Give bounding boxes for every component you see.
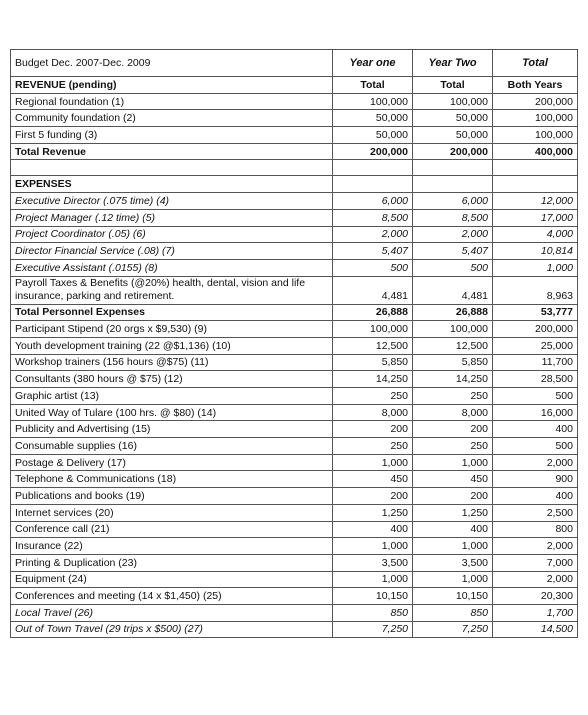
- row-label: Postage & Delivery (17): [11, 454, 333, 471]
- year-two-value: [413, 176, 493, 193]
- table-row: [11, 354, 578, 371]
- year-two-value: Total: [413, 77, 493, 94]
- row-label: Conferences and meeting (14 x $1,450) (25): [11, 588, 333, 605]
- total-value: 16,000: [493, 404, 578, 421]
- budget-table: [10, 49, 578, 638]
- total-value: 53,777: [493, 304, 578, 321]
- total-value: 28,500: [493, 371, 578, 388]
- year-one-value: 50,000: [333, 110, 413, 127]
- column-header-year-one: Year one: [333, 50, 413, 77]
- table-row: [11, 160, 578, 176]
- year-two-value: 1,250: [413, 504, 493, 521]
- table-row: [11, 337, 578, 354]
- total-value: 1,000: [493, 259, 578, 276]
- row-label: United Way of Tulare (100 hrs. @ $80) (14): [11, 404, 333, 421]
- year-two-value: 50,000: [413, 127, 493, 144]
- year-one-value: 26,888: [333, 304, 413, 321]
- year-two-value: 12,500: [413, 337, 493, 354]
- total-value: 7,000: [493, 554, 578, 571]
- table-row: [11, 77, 578, 94]
- table-row: [11, 127, 578, 144]
- table-row: [11, 209, 578, 226]
- year-two-value: 100,000: [413, 321, 493, 338]
- table-row: [11, 321, 578, 338]
- year-one-value: [333, 176, 413, 193]
- table-row: [11, 488, 578, 505]
- year-two-value: 8,500: [413, 209, 493, 226]
- year-one-value: 1,000: [333, 571, 413, 588]
- year-one-value: 850: [333, 604, 413, 621]
- total-value: 100,000: [493, 110, 578, 127]
- year-one-value: 200: [333, 488, 413, 505]
- year-one-value: 12,500: [333, 337, 413, 354]
- table-row: [11, 388, 578, 405]
- total-value: 25,000: [493, 337, 578, 354]
- table-row: [11, 454, 578, 471]
- total-value: 4,000: [493, 226, 578, 243]
- year-one-value: 450: [333, 471, 413, 488]
- year-one-value: 8,500: [333, 209, 413, 226]
- table-row: [11, 438, 578, 455]
- year-one-value: 100,000: [333, 93, 413, 110]
- year-one-value: 500: [333, 259, 413, 276]
- table-row: [11, 504, 578, 521]
- year-two-value: 50,000: [413, 110, 493, 127]
- year-one-value: 4,481: [333, 276, 413, 304]
- year-two-value: 1,000: [413, 538, 493, 555]
- total-value: 400: [493, 421, 578, 438]
- row-label: EXPENSES: [11, 176, 333, 193]
- year-one-value: 2,000: [333, 226, 413, 243]
- year-one-value: 400: [333, 521, 413, 538]
- row-label: Printing & Duplication (23): [11, 554, 333, 571]
- total-value: 11,700: [493, 354, 578, 371]
- year-two-value: 500: [413, 259, 493, 276]
- year-one-value: 7,250: [333, 621, 413, 638]
- year-one-value: 8,000: [333, 404, 413, 421]
- total-value: 800: [493, 521, 578, 538]
- row-label: Total Personnel Expenses: [11, 304, 333, 321]
- total-value: 200,000: [493, 93, 578, 110]
- year-one-value: 200,000: [333, 143, 413, 160]
- year-two-value: 100,000: [413, 93, 493, 110]
- total-value: Both Years: [493, 77, 578, 94]
- table-row: [11, 404, 578, 421]
- year-two-value: 10,150: [413, 588, 493, 605]
- table-row: [11, 226, 578, 243]
- year-one-value: 10,150: [333, 588, 413, 605]
- year-two-value: 5,407: [413, 243, 493, 260]
- total-value: 14,500: [493, 621, 578, 638]
- total-value: 20,300: [493, 588, 578, 605]
- total-value: 12,000: [493, 193, 578, 210]
- row-label: Consumable supplies (16): [11, 438, 333, 455]
- year-two-value: 4,481: [413, 276, 493, 304]
- row-label: Equipment (24): [11, 571, 333, 588]
- row-label: Internet services (20): [11, 504, 333, 521]
- total-value: 200,000: [493, 321, 578, 338]
- total-value: 400: [493, 488, 578, 505]
- table-row: [11, 304, 578, 321]
- year-one-value: 250: [333, 438, 413, 455]
- year-two-value: 400: [413, 521, 493, 538]
- row-label: Consultants (380 hours @ $75) (12): [11, 371, 333, 388]
- year-two-value: 1,000: [413, 571, 493, 588]
- total-value: 900: [493, 471, 578, 488]
- header-row: [11, 50, 578, 77]
- table-row: [11, 554, 578, 571]
- row-label: Executive Director (.075 time) (4): [11, 193, 333, 210]
- total-value: 10,814: [493, 243, 578, 260]
- table-row: [11, 93, 578, 110]
- year-one-value: 1,250: [333, 504, 413, 521]
- year-two-value: 200,000: [413, 143, 493, 160]
- total-value: 17,000: [493, 209, 578, 226]
- year-one-value: Total: [333, 77, 413, 94]
- year-two-value: 3,500: [413, 554, 493, 571]
- row-label: Out of Town Travel (29 trips x $500) (27): [11, 621, 333, 638]
- total-value: 1,700: [493, 604, 578, 621]
- table-row: [11, 276, 578, 304]
- year-one-value: 100,000: [333, 321, 413, 338]
- budget-title: Budget Dec. 2007-Dec. 2009: [11, 50, 333, 77]
- table-row: [11, 471, 578, 488]
- year-one-value: [333, 160, 413, 176]
- total-value: 2,000: [493, 538, 578, 555]
- year-two-value: [413, 160, 493, 176]
- year-one-value: 50,000: [333, 127, 413, 144]
- column-header-total: Total: [493, 50, 578, 77]
- row-label: Executive Assistant (.0155) (8): [11, 259, 333, 276]
- table-row: [11, 243, 578, 260]
- row-label: Regional foundation (1): [11, 93, 333, 110]
- table-row: [11, 143, 578, 160]
- table-row: [11, 259, 578, 276]
- table-row: [11, 521, 578, 538]
- row-label: Director Financial Service (.08) (7): [11, 243, 333, 260]
- year-two-value: 250: [413, 438, 493, 455]
- year-one-value: 14,250: [333, 371, 413, 388]
- row-label: Workshop trainers (156 hours @$75) (11): [11, 354, 333, 371]
- table-row: [11, 621, 578, 638]
- row-label: Project Coordinator (.05) (6): [11, 226, 333, 243]
- year-one-value: 5,407: [333, 243, 413, 260]
- year-two-value: 200: [413, 421, 493, 438]
- year-two-value: 450: [413, 471, 493, 488]
- row-label: Payroll Taxes & Benefits (@20%) health, dental, vision and life insurance, parking and retirement.: [11, 276, 333, 304]
- total-value: 100,000: [493, 127, 578, 144]
- total-value: [493, 176, 578, 193]
- table-row: [11, 193, 578, 210]
- total-value: 2,000: [493, 571, 578, 588]
- table-row: [11, 176, 578, 193]
- table-row: [11, 571, 578, 588]
- year-one-value: 250: [333, 388, 413, 405]
- year-two-value: 5,850: [413, 354, 493, 371]
- row-label: Publicity and Advertising (15): [11, 421, 333, 438]
- row-label: Conference call (21): [11, 521, 333, 538]
- year-two-value: 14,250: [413, 371, 493, 388]
- row-label: Youth development training (22 @$1,136) (10): [11, 337, 333, 354]
- total-value: [493, 160, 578, 176]
- row-label: Participant Stipend (20 orgs x $9,530) (9): [11, 321, 333, 338]
- year-one-value: 5,850: [333, 354, 413, 371]
- column-header-year-two: Year Two: [413, 50, 493, 77]
- total-value: 2,500: [493, 504, 578, 521]
- table-row: [11, 371, 578, 388]
- year-one-value: 1,000: [333, 454, 413, 471]
- row-label: [11, 160, 333, 176]
- row-label: REVENUE (pending): [11, 77, 333, 94]
- year-two-value: 200: [413, 488, 493, 505]
- table-row: [11, 588, 578, 605]
- year-two-value: 7,250: [413, 621, 493, 638]
- year-two-value: 2,000: [413, 226, 493, 243]
- row-label: Insurance (22): [11, 538, 333, 555]
- total-value: 400,000: [493, 143, 578, 160]
- year-two-value: 850: [413, 604, 493, 621]
- year-two-value: 26,888: [413, 304, 493, 321]
- budget-table-body: [11, 50, 578, 638]
- table-row: [11, 110, 578, 127]
- row-label: Telephone & Communications (18): [11, 471, 333, 488]
- year-one-value: 6,000: [333, 193, 413, 210]
- row-label: First 5 funding (3): [11, 127, 333, 144]
- row-label: Graphic artist (13): [11, 388, 333, 405]
- row-label: Total Revenue: [11, 143, 333, 160]
- year-one-value: 200: [333, 421, 413, 438]
- row-label: Project Manager (.12 time) (5): [11, 209, 333, 226]
- year-two-value: 8,000: [413, 404, 493, 421]
- table-row: [11, 538, 578, 555]
- row-label: Community foundation (2): [11, 110, 333, 127]
- year-two-value: 6,000: [413, 193, 493, 210]
- row-label: Local Travel (26): [11, 604, 333, 621]
- total-value: 500: [493, 438, 578, 455]
- total-value: 500: [493, 388, 578, 405]
- year-two-value: 250: [413, 388, 493, 405]
- table-row: [11, 604, 578, 621]
- table-row: [11, 421, 578, 438]
- total-value: 2,000: [493, 454, 578, 471]
- year-one-value: 3,500: [333, 554, 413, 571]
- row-label: Publications and books (19): [11, 488, 333, 505]
- year-one-value: 1,000: [333, 538, 413, 555]
- year-two-value: 1,000: [413, 454, 493, 471]
- total-value: 8,963: [493, 276, 578, 304]
